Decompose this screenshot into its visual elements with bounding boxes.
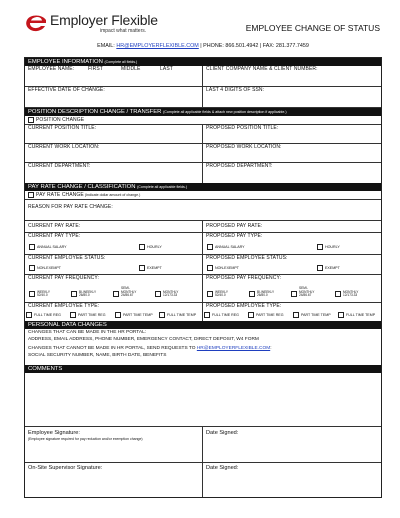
semi-label: SEMI- <box>299 286 308 290</box>
employer-flexible-logo-icon <box>24 14 48 32</box>
row-employee-signature <box>25 427 381 463</box>
row-pay-type <box>25 233 381 255</box>
current-department-label: CURRENT DEPARTMENT: <box>28 163 91 169</box>
current-pay-rate-field[interactable] <box>25 221 202 232</box>
row-supervisor-signature <box>25 463 381 497</box>
checkbox-box[interactable] <box>248 312 254 318</box>
proposed-employee-type-label: PROPOSED EMPLOYEE TYPE: <box>206 303 282 309</box>
pay-rate-change-note: (Indicate dollar amount of change.) <box>84 192 141 197</box>
monthly-value: 12/173.33 <box>163 293 178 298</box>
proposed-semimonthly-checkbox[interactable] <box>291 286 325 300</box>
proposed-position-title-field[interactable] <box>202 125 381 143</box>
section-header-position <box>25 108 381 116</box>
current-employee-status-label: CURRENT EMPLOYEE STATUS: <box>28 255 106 261</box>
checkbox-box[interactable] <box>317 244 323 250</box>
section-header-comments <box>25 365 381 373</box>
proposed-biweekly-checkbox[interactable] <box>249 286 283 300</box>
proposed-pay-type-label: PROPOSED PAY TYPE: <box>206 233 263 239</box>
current-exempt-checkbox[interactable] <box>139 265 162 271</box>
checkbox-box[interactable] <box>139 244 145 250</box>
current-work-location-label: CURRENT WORK LOCATION: <box>28 144 100 150</box>
current-biweekly-checkbox[interactable] <box>71 286 105 300</box>
proposed-weekly-checkbox[interactable] <box>207 286 241 300</box>
form-title: EMPLOYEE CHANGE OF STATUS <box>245 23 380 33</box>
current-ft-temp-checkbox[interactable] <box>159 312 196 318</box>
pay-rate-change-checkbox[interactable] <box>28 192 140 199</box>
current-pay-type-group <box>25 233 202 254</box>
form-header <box>24 8 382 42</box>
row-pay-rate <box>25 221 381 233</box>
current-position-title-field[interactable] <box>25 125 202 143</box>
current-position-title-label: CURRENT POSITION TITLE: <box>28 125 97 131</box>
proposed-non-exempt-checkbox[interactable] <box>207 265 239 271</box>
current-pay-frequency-group <box>25 275 202 302</box>
ft-temp-label: FULL TIME TEMP <box>346 312 376 317</box>
semimonthly-value: 24/86.67 <box>121 293 134 298</box>
hourly-label: HOURLY <box>325 244 340 249</box>
checkbox-box[interactable] <box>338 312 344 318</box>
portal-changes-list: ADDRESS, EMAIL ADDRESS, PHONE NUMBER, EMERGENCY CONTACT, DIRECT DEPOSIT, W4 FORM <box>28 337 259 342</box>
personal-data-notes <box>25 329 381 365</box>
brand-name: Employer Flexible <box>50 12 158 28</box>
proposed-monthly-checkbox[interactable] <box>335 286 369 300</box>
current-non-exempt-checkbox[interactable] <box>29 265 61 271</box>
proposed-employee-status-group <box>202 255 381 274</box>
current-pt-temp-checkbox[interactable] <box>115 312 153 318</box>
biweekly-value: 26/80.0 <box>79 293 90 298</box>
row-employee-status <box>25 255 381 275</box>
employee-signature-note: (Employee signature required for pay reduction and/or exemption change) <box>28 437 143 441</box>
checkbox-box[interactable] <box>26 312 32 318</box>
current-employee-status-group <box>25 255 202 274</box>
checkbox-box[interactable] <box>207 244 213 250</box>
checkbox-box[interactable] <box>29 265 35 271</box>
biweekly-value: 26/80.0 <box>257 293 268 298</box>
semimonthly-label: MONTHLY <box>121 289 137 294</box>
checkbox-box[interactable] <box>29 291 35 297</box>
client-company-label: CLIENT COMPANY NAME & CLIENT NUMBER: <box>206 66 318 72</box>
pt-temp-label: PART TIME TEMP <box>301 312 331 317</box>
employee-name-field[interactable] <box>25 66 202 86</box>
pt-reg-label: PART TIME REG <box>256 312 284 317</box>
section-title: PERSONAL DATA CHANGES <box>28 322 107 328</box>
section-header-pay <box>25 183 381 191</box>
supervisor-date-label: Date Signed: <box>206 465 239 471</box>
colon: : <box>270 346 272 351</box>
proposed-pay-rate-label: PROPOSED PAY RATE: <box>206 223 263 229</box>
weekly-label: WEEKLY <box>37 289 51 294</box>
row-pay-frequency <box>25 275 381 303</box>
ft-reg-label: FULL TIME REG <box>212 312 239 317</box>
proposed-department-field[interactable] <box>202 163 381 183</box>
company-logo <box>24 8 244 42</box>
annual-salary-label: ANNUAL SALARY <box>215 244 245 249</box>
current-annual-salary-checkbox[interactable] <box>29 244 67 250</box>
weekly-value: 52/40.0 <box>37 293 48 298</box>
annual-salary-label: ANNUAL SALARY <box>37 244 67 249</box>
row-employee-name <box>25 66 381 87</box>
email-link[interactable]: HR@EMPLOYERFLEXIBLE.COM <box>116 43 199 49</box>
reason-field[interactable] <box>25 200 381 220</box>
middle-label: MIDDLE <box>121 66 141 72</box>
proposed-annual-salary-checkbox[interactable] <box>207 244 245 250</box>
section-header-personal <box>25 321 381 329</box>
client-company-field[interactable] <box>202 66 381 86</box>
checkbox-box[interactable] <box>207 291 213 297</box>
checkbox-box[interactable] <box>139 265 145 271</box>
employee-signature-label: Employee Signature: <box>28 430 80 436</box>
checkbox-box[interactable] <box>28 192 34 198</box>
non-portal-changes-list: SOCIAL SECURITY NUMBER, NAME, BIRTH DATE, BENEFITS <box>28 353 167 358</box>
proposed-ft-reg-checkbox[interactable] <box>204 312 239 318</box>
checkbox-box[interactable] <box>29 244 35 250</box>
proposed-pt-temp-checkbox[interactable] <box>293 312 331 318</box>
section-title: EMPLOYEE INFORMATION <box>28 59 103 65</box>
checkbox-box[interactable] <box>293 312 299 318</box>
email-label: EMAIL: <box>97 43 115 49</box>
current-weekly-checkbox[interactable] <box>29 286 63 300</box>
section-note: (Complete all applicable fields & attach new position description if applicable.) <box>163 110 287 114</box>
portal-changes-heading: CHANGES THAT CAN BE MADE IN THE HR PORTAL: <box>28 330 147 335</box>
section-note: (Complete all applicable fields.) <box>137 185 188 189</box>
monthly-value: 12/173.33 <box>343 293 358 298</box>
row-work-location <box>25 144 381 163</box>
employee-date-label: Date Signed: <box>206 430 239 436</box>
current-pay-type-label: CURRENT PAY TYPE: <box>28 233 81 239</box>
checkbox-box[interactable] <box>155 291 161 297</box>
section-note: (Complete all fields.) <box>104 60 138 64</box>
row-position-title <box>25 125 381 144</box>
pay-rate-change-label: PAY RATE CHANGE <box>36 191 84 198</box>
current-employee-type-label: CURRENT EMPLOYEE TYPE: <box>28 303 100 309</box>
proposed-pay-rate-field[interactable] <box>202 221 381 232</box>
pt-temp-label: PART TIME TEMP <box>123 312 153 317</box>
first-label: FIRST <box>88 66 103 72</box>
current-pay-rate-label: CURRENT PAY RATE: <box>28 223 81 229</box>
biweekly-label: BI-WEEKLY <box>257 289 275 294</box>
proposed-exempt-checkbox[interactable] <box>317 265 340 271</box>
proposed-work-location-label: PROPOSED WORK LOCATION: <box>206 144 282 150</box>
proposed-department-label: PROPOSED DEPARTMENT: <box>206 163 273 169</box>
checkbox-box[interactable] <box>335 291 341 297</box>
monthly-label: MONTHLY <box>163 289 179 294</box>
semimonthly-value: 24/86.67 <box>299 293 312 298</box>
row-reason[interactable] <box>25 200 381 221</box>
comments-field[interactable] <box>25 373 381 427</box>
checkbox-box[interactable] <box>207 265 213 271</box>
phone-fax: | PHONE: 866.501.4942 | FAX: 281.377.7459 <box>200 43 309 49</box>
effective-date-field[interactable] <box>25 87 202 107</box>
position-change-checkbox[interactable] <box>28 117 84 124</box>
current-pt-reg-checkbox[interactable] <box>70 312 106 318</box>
weekly-label: WEEKLY <box>215 289 229 294</box>
section-title: POSITION DESCRIPTION CHANGE / TRANSFER <box>28 109 162 115</box>
current-semimonthly-checkbox[interactable] <box>113 286 147 300</box>
proposed-pt-reg-checkbox[interactable] <box>248 312 284 318</box>
exempt-label: EXEMPT <box>147 265 162 270</box>
biweekly-label: BI-WEEKLY <box>79 289 97 294</box>
signature-divider <box>202 427 203 497</box>
checkbox-box[interactable] <box>113 291 119 297</box>
last-label: LAST <box>160 66 173 72</box>
checkbox-box[interactable] <box>204 312 210 318</box>
weekly-value: 52/40.0 <box>215 293 226 298</box>
ft-temp-label: FULL TIME TEMP <box>167 312 197 317</box>
current-work-location-field[interactable] <box>25 144 202 162</box>
hr-email-link[interactable]: HR@EMPLOYERFLEXIBLE.COM <box>196 346 271 351</box>
row-effective-date <box>25 87 381 108</box>
checkbox-box[interactable] <box>70 312 76 318</box>
current-hourly-checkbox[interactable] <box>139 244 162 250</box>
monthly-label: MONTHLY <box>343 289 359 294</box>
non-exempt-label: NON-EXEMPT <box>215 265 239 270</box>
position-change-label: POSITION CHANGE <box>36 116 85 123</box>
checkbox-box[interactable] <box>291 291 297 297</box>
hourly-label: HOURLY <box>147 244 162 249</box>
non-exempt-label: NON-EXEMPT <box>37 265 61 270</box>
semimonthly-label: MONTHLY <box>299 289 315 294</box>
proposed-work-location-field[interactable] <box>202 144 381 162</box>
brand-tagline: impact what matters. <box>100 28 147 34</box>
row-department <box>25 163 381 183</box>
non-portal-changes-heading <box>28 346 272 352</box>
employee-name-label: EMPLOYEE NAME: <box>28 66 75 72</box>
supervisor-signature-label: On-Site Supervisor Signature: <box>28 465 103 471</box>
checkbox-box[interactable] <box>159 312 165 318</box>
row-pay-rate-change <box>25 191 381 200</box>
section-title: COMMENTS <box>28 366 63 372</box>
section-header-employee-info <box>25 58 381 66</box>
current-department-field[interactable] <box>25 163 202 183</box>
semi-label: SEMI- <box>121 286 130 290</box>
checkbox-box[interactable] <box>249 291 255 297</box>
proposed-position-title-label: PROPOSED POSITION TITLE: <box>206 125 279 131</box>
effective-date-label: EFFECTIVE DATE OF CHANGE: <box>28 87 105 93</box>
proposed-pay-frequency-group <box>202 275 381 302</box>
proposed-hourly-checkbox[interactable] <box>317 244 340 250</box>
checkbox-box[interactable] <box>71 291 77 297</box>
current-employee-type-group <box>25 303 202 321</box>
pt-reg-label: PART TIME REG <box>78 312 106 317</box>
current-pay-frequency-label: CURRENT PAY FREQUENCY: <box>28 275 100 281</box>
section-title: PAY RATE CHANGE / CLASSIFICATION <box>28 184 136 190</box>
row-employee-type <box>25 303 381 321</box>
row-position-change <box>25 116 381 125</box>
checkbox-box[interactable] <box>317 265 323 271</box>
non-portal-text: CHANGES THAT CANNOT BE MADE IN HR PORTAL, SEND REQUESTS TO <box>28 346 196 351</box>
ssn-label: LAST 4 DIGITS OF SSN: <box>206 87 265 93</box>
proposed-pay-type-group <box>202 233 381 254</box>
contact-line <box>24 43 382 49</box>
checkbox-box[interactable] <box>115 312 121 318</box>
proposed-pay-frequency-label: PROPOSED PAY FREQUENCY: <box>206 275 282 281</box>
proposed-employee-type-group <box>202 303 381 321</box>
proposed-ft-temp-checkbox[interactable] <box>338 312 375 318</box>
ft-reg-label: FULL TIME REG <box>34 312 61 317</box>
exempt-label: EXEMPT <box>325 265 340 270</box>
form-sheet <box>24 57 382 498</box>
reason-label: REASON FOR PAY RATE CHANGE: <box>28 204 113 210</box>
current-ft-reg-checkbox[interactable] <box>26 312 61 318</box>
ssn-field[interactable] <box>202 87 381 107</box>
proposed-employee-status-label: PROPOSED EMPLOYEE STATUS: <box>206 255 288 261</box>
checkbox-box[interactable] <box>28 117 34 123</box>
current-monthly-checkbox[interactable] <box>155 286 189 300</box>
